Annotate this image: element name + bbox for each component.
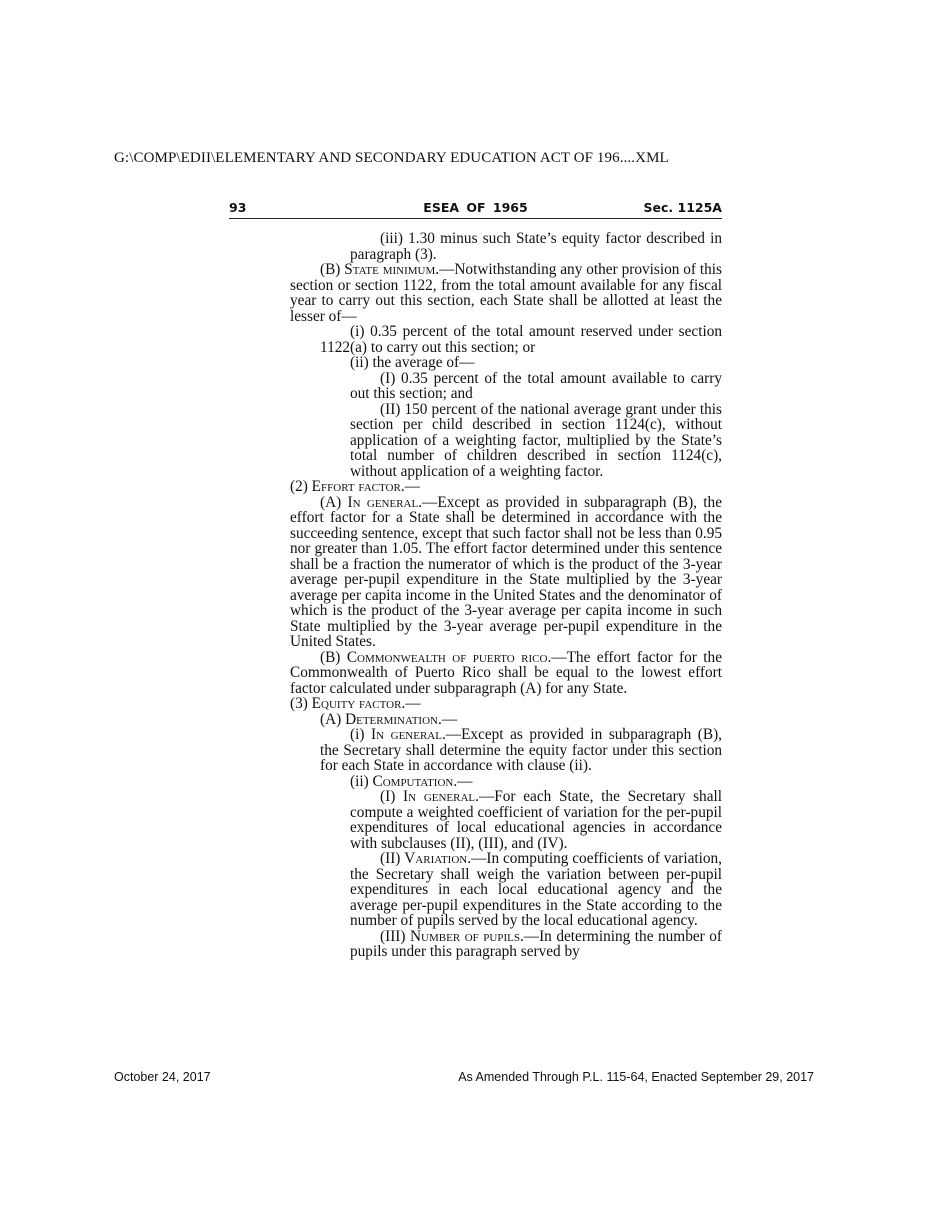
paragraph-2-effort-factor <box>290 479 722 495</box>
text: .—Except as provided in subparagraph (B), the effort factor for a State shall be determined in accordance with the succeeding sentence, except that such factor shall not be less than 0.95 nor greater than 1.05. The effort factor determined under this sentence shall be a fraction the numerator of which is the product of the 3-year average per-pupil expenditure in the State multiplied by the 3-year average per capita income in the United States and the denominator of which is the product of the 3-year average per capita income in such State multiplied by the 3-year average per-pupil expenditure in the United States. <box>290 493 722 650</box>
label: (2) <box>290 478 312 495</box>
heading: In general <box>403 788 476 805</box>
label: (III) <box>380 927 410 945</box>
text: .— <box>401 695 421 712</box>
document-title: ESEA OF 1965 <box>423 200 528 215</box>
heading: Equity factor <box>311 695 402 712</box>
clause-3a-i-in-general <box>290 727 722 774</box>
heading: Commonwealth of puerto rico <box>346 648 548 666</box>
heading: Effort factor <box>311 478 401 495</box>
subparagraph-3a-determination <box>290 712 722 728</box>
clause-ii-average: (ii) the average of— <box>350 354 475 371</box>
subclause-I-in-general <box>290 789 722 851</box>
label: (B) <box>320 648 347 666</box>
subparagraph-2b-puerto-rico <box>290 650 722 697</box>
subclause-II-variation <box>290 851 722 929</box>
section-number: Sec. 1125A <box>643 200 722 215</box>
paragraph-3-equity-factor <box>290 696 722 712</box>
heading: In general <box>371 726 442 743</box>
clause-3a-ii-computation <box>290 774 722 790</box>
label: (3) <box>290 695 312 712</box>
heading: Determination <box>345 710 438 728</box>
text: .— <box>438 710 458 728</box>
footer-amendment-note: As Amended Through P.L. 115-64, Enacted September 29, 2017 <box>458 1070 814 1084</box>
label: (B) <box>320 261 345 278</box>
label: (I) <box>380 788 404 805</box>
label: (ii) <box>350 772 373 790</box>
label: (i) <box>350 726 372 743</box>
running-head <box>229 198 722 219</box>
text: .—Except as provided in subparagraph (B), the Secretary shall determine the equity factor under this section for each State in accordance with clause (ii). <box>320 726 723 774</box>
label: (A) <box>320 710 346 728</box>
clause-i-035: (i) 0.35 percent of the total amount reserved under section 1122(a) to carry out this section; or <box>320 323 722 356</box>
heading: State minimum <box>344 261 436 278</box>
text: .— <box>453 772 473 790</box>
label: (II) <box>380 850 405 867</box>
subclause-II-150: (II) 150 percent of the national average grant under this section per child described in section 1124(c), without application of a weighting factor, multiplied by the State’s total number of children described in section 1124(c), without application of a weighting factor. <box>350 400 722 480</box>
text: .—In computing coefficients of variation, the Secretary shall weigh the variation between per-pupil expenditures in each local educational agency and the average per-pupil expenditures in the State according to the number of pupils served by the local educational agency. <box>350 850 722 929</box>
text: .—For each State, the Secretary shall compute a weighted coefficient of variation for the per-pupil expenditures of local educational agencies in accordance with subclauses (II), (III), and (IV). <box>350 788 722 852</box>
heading: In general <box>347 493 419 511</box>
subclause-I-035: (I) 0.35 percent of the total amount available to carry out this section; and <box>350 369 722 402</box>
text: .—Notwithstanding any other provision of this section or section 1122, from the total amount available for any fiscal year to carry out this section, each State shall be allotted at least the lesser of— <box>290 261 723 325</box>
text: .— <box>400 478 420 495</box>
statute-body <box>290 231 722 960</box>
text: .—The effort factor for the Commonwealth of Puerto Rico shall be equal to the lowest effort factor calculated under subparagraph (A) for any State. <box>290 648 722 697</box>
heading: Computation <box>372 772 454 790</box>
subparagraph-b-state-minimum <box>290 262 722 324</box>
heading: Number of pupils <box>410 927 520 945</box>
subclause-III-number-of-pupils <box>290 929 722 960</box>
label: (A) <box>320 493 348 511</box>
heading: Variation <box>404 850 468 867</box>
page-number: 93 <box>229 200 247 215</box>
file-path: G:\COMP\EDII\ELEMENTARY AND SECONDARY EDUCATION ACT OF 196....XML <box>114 150 669 166</box>
subparagraph-2a-in-general <box>290 495 722 650</box>
footer-date: October 24, 2017 <box>114 1070 211 1084</box>
clause-iii-130: (iii) 1.30 minus such State’s equity factor described in paragraph (3). <box>350 230 722 263</box>
text: .—In determining the number of pupils under this paragraph served by <box>350 927 723 960</box>
